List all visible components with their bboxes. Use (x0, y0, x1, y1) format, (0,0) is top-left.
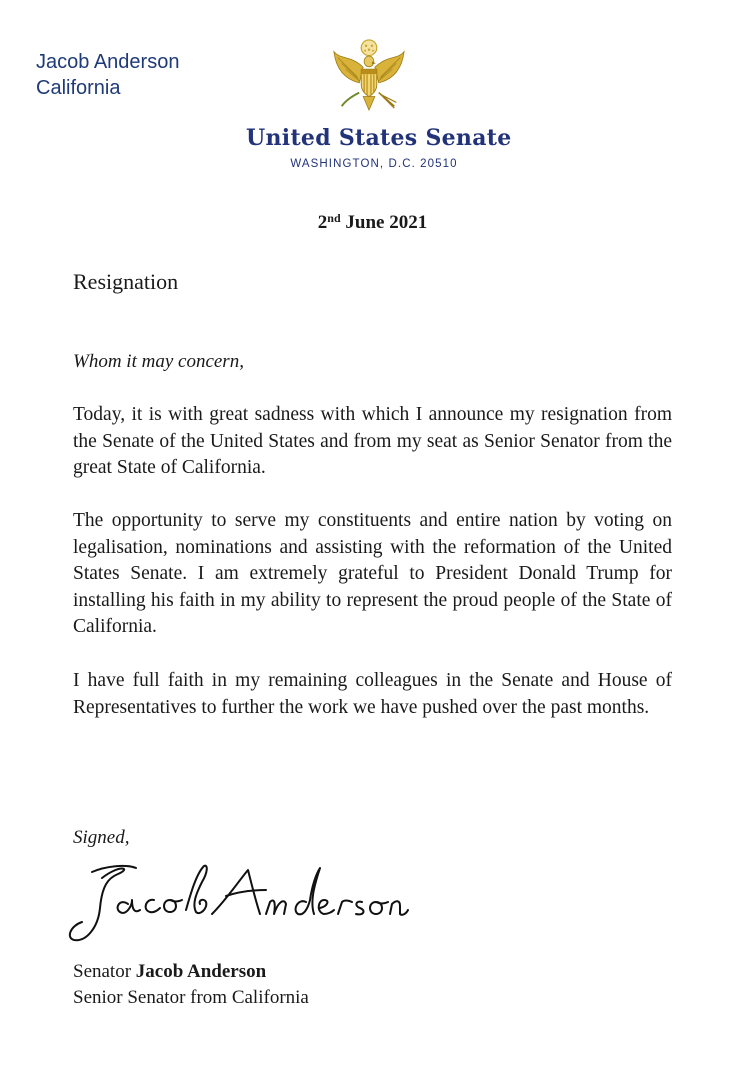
letter-subject: Resignation (73, 269, 179, 294)
body-paragraph: I have full faith in my remaining colleagues in the Senate and House of Representatives to further the work we have pushed over the past months. (73, 670, 672, 718)
letterhead-title: United States Senate (246, 125, 512, 151)
sender-name: Jacob Anderson (36, 51, 180, 73)
signatory-title: Senator (73, 961, 132, 982)
date-ordinal: nd (327, 211, 341, 225)
signed-label: Signed, (73, 827, 130, 848)
great-seal-eagle-icon (330, 38, 408, 116)
signatory-role: Senior Senator from California (73, 987, 309, 1008)
letter-greeting: Whom it may concern, (73, 351, 244, 372)
signatory-name (73, 961, 266, 983)
body-paragraph: The opportunity to serve my constituents and entire nation by voting on legalisation, nominations and assisting with the reformation of the United States Senate. I am extremely grateful to President Donald Trump for installing his faith in my ability to represent the proud people of the State of California. (73, 510, 672, 637)
handwritten-signature (62, 856, 412, 948)
body-paragraph: Today, it is with great sadness with which I announce my resignation from the Senate of the United States and from my seat as Senior Senator from the great State of California. (73, 404, 672, 478)
letter-date (0, 212, 745, 234)
date-day: 2 (317, 212, 328, 233)
letterhead-address: WASHINGTON, D.C. 20510 (290, 158, 458, 170)
signatory-name-bold: Jacob Anderson (135, 961, 267, 982)
sender-state: California (36, 77, 121, 99)
date-month-year: June 2021 (345, 212, 428, 233)
sender-block (36, 49, 179, 101)
